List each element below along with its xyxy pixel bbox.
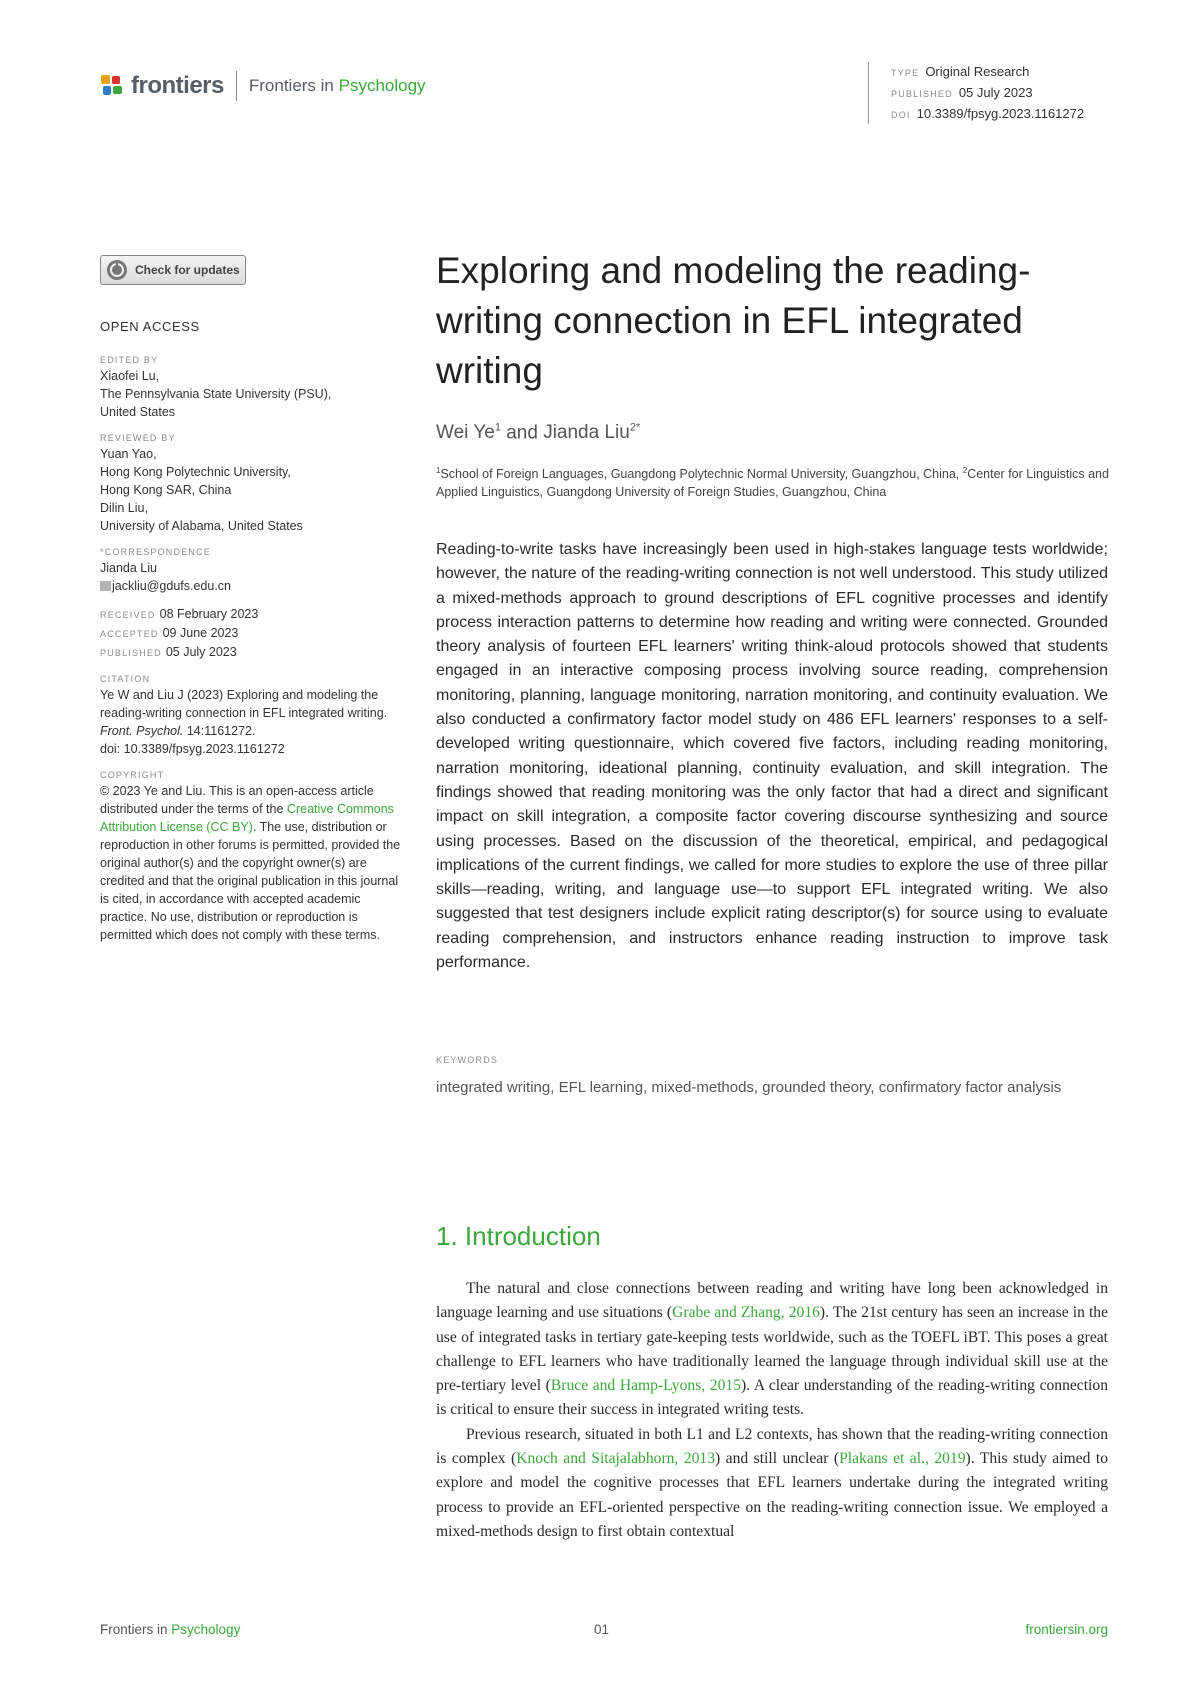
refresh-badge-icon: [105, 258, 129, 282]
author-link[interactable]: Wei Ye$^1$: [436, 422, 501, 444]
reference-link[interactable]: Knoch and Sitajalabhorn, 2013: [516, 1450, 715, 1468]
copyright-label: COPYRIGHT: [100, 770, 165, 780]
dates: [100, 605, 405, 662]
paragraph: Previous research, situated in both L1 and L2 contexts, has shown that the reading-writing connection is complex (Knoch and Sitajalabhorn, 2013) and still unclear (Plakans et al., 2019). This study aimed to explore and model the cognitive processes that EFL learners undertake during the integrated writing process to provide an EFL-oriented perspective on the reading-writing connection issue. We employed a mixed-methods design to first obtain contextual: [436, 1425, 1108, 1540]
published-date: PUBLISHED 05 July 2023: [100, 645, 237, 659]
meta-type: TYPE Original Research: [891, 64, 1030, 79]
section-heading-introduction: 1. Introduction: [436, 1221, 601, 1251]
paragraph: The natural and close connections between reading and writing have long been acknowledged in language learning and use situations (Grabe and Zhang, 2016). The 21st century has seen an increase in the use of integrated tasks in tertiary gate-keeping tests worldwide, such as the TOEFL iBT. This poses a great challenge to EFL learners who have traditionally learned the language through individual skill use at the pre-tertiary level (Bruce and Hamp-Lyons, 2015). A clear understanding of the reading-writing connection is critical to ensure their success in integrated writing tests.: [436, 1280, 1109, 1419]
reference-link[interactable]: Bruce and Hamp-Lyons, 2015: [550, 1377, 741, 1395]
logo-divider: [236, 71, 237, 101]
received-date: RECEIVED 08 February 2023: [100, 607, 259, 621]
reviewed-by-label: REVIEWED BY: [100, 433, 176, 443]
copyright: © 2023 Ye and Liu. This is an open-access article distributed under the terms of the Creative Commons Attribution License (CC BY). The use, distribution or reproduction in other forums is permitted, provided the original author(s) and the copyright owner(s) are credited and that the original publication in this journal is cited, in accordance with accepted academic practice. No use, distribution or reproduction is permitted which does not comply with these terms.: [100, 784, 401, 942]
footer-site-link[interactable]: frontiersin.org: [1025, 1622, 1108, 1637]
body-text: [436, 1277, 1108, 1544]
open-access-label: OPEN ACCESS: [100, 319, 200, 334]
reviewed-by: Yuan Yao, Hong Kong Polytechnic University, Hong Kong SAR, China Dilin Liu, University of Alabama, United States: [100, 447, 303, 533]
correspondence: Jianda Liu jackliu@gdufs.edu.cn: [100, 559, 405, 595]
meta-doi[interactable]: DOI 10.3389/fpsyg.2023.1161272: [891, 106, 1085, 121]
license-link[interactable]: Creative Commons Attribution License (CC BY): [100, 802, 394, 834]
citation: Ye W and Liu J (2023) Exploring and modeling the reading-writing connection in EFL integrated writing. Front. Psychol. 14:1161272. doi: 10.3389/fpsyg.2023.1161272: [100, 688, 388, 756]
edited-by: Xiaofei Lu, The Pennsylvania State University (PSU), United States: [100, 369, 332, 419]
keywords: integrated writing, EFL learning, mixed-methods, grounded theory, confirmatory factor analysis: [436, 1079, 1062, 1096]
reference-link[interactable]: Plakans et al., 2019: [839, 1450, 966, 1468]
check-for-updates-button[interactable]: Check for updates: [100, 255, 246, 285]
keywords-label: KEYWORDS: [436, 1055, 499, 1065]
reference-link[interactable]: Grabe and Zhang, 2016: [672, 1304, 820, 1322]
page-number: 01: [594, 1622, 610, 1637]
edited-by-label: EDITED BY: [100, 355, 159, 365]
affiliations: $^1$School of Foreign Languages, Guangdong Polytechnic Normal University, Guangzhou, China, $^2$Center for Linguistics and Applied Linguistics, Guangdong University of Foreign Studies, Guangzhou, China: [436, 466, 1109, 500]
citation-label: CITATION: [100, 674, 151, 684]
accepted-date: ACCEPTED 09 June 2023: [100, 626, 239, 640]
author-link[interactable]: Jianda Liu$^{2*}$: [543, 422, 641, 444]
article-title: Exploring and modeling the reading-writing connection in EFL integrated writing: [436, 250, 1031, 391]
frontiers-logo-icon: [99, 73, 125, 99]
correspondence-label: *CORRESPONDENCE: [100, 547, 212, 557]
mail-icon: [100, 581, 111, 591]
article-meta: [868, 62, 1084, 124]
sidebar: [100, 255, 405, 944]
footer-journal: Frontiers in Psychology: [100, 1622, 241, 1637]
meta-published: PUBLISHED 05 July 2023: [891, 85, 1033, 100]
publisher-name: frontiers: [131, 72, 224, 99]
publisher-logo[interactable]: [99, 70, 426, 102]
email-link[interactable]: jackliu@gdufs.edu.cn: [100, 577, 405, 595]
abstract: Reading-to-write tasks have increasingly been used in high-stakes language tests worldwide; however, the nature of the reading-writing connection is not well understood. This study utilized a mixed-methods approach to ground descriptions of EFL cognitive processes and identify process interaction patterns to determine how reading and writing were connected. Grounded theory analysis of fourteen EFL learners' writing think-aloud protocols showed that students engaged in an interactive composing process involving source reading, comprehension monitoring, planning, language monitoring, narration monitoring, and continuity evaluation. We also conducted a confirmatory factor model study on 486 EFL learners' responses to a self-developed writing questionnaire, which covered five factors, including reading monitoring, narration monitoring, ideational planning, continuity evaluation, and skill integration. The findings showed that reading monitoring was the only factor that had a direct and significant impact on skill integration, a composite factor covering discourse synthesizing and source using processes. Based on the discussion of the theoretical, empirical, and pedagogical implications of the current findings, we called for more studies to explore the use of three pillar skills—reading, writing, and language use—to support EFL integrated writing. We also suggested that test designers include explicit rating descriptor(s) for source using to evaluate reading comprehension, and instructors enhance reading instruction to improve task performance.: [436, 541, 1108, 972]
authors: Wei Ye$^1$ and Jianda Liu$^{2*}$: [436, 422, 641, 444]
journal-name: Frontiers in Psychology: [248, 76, 426, 95]
